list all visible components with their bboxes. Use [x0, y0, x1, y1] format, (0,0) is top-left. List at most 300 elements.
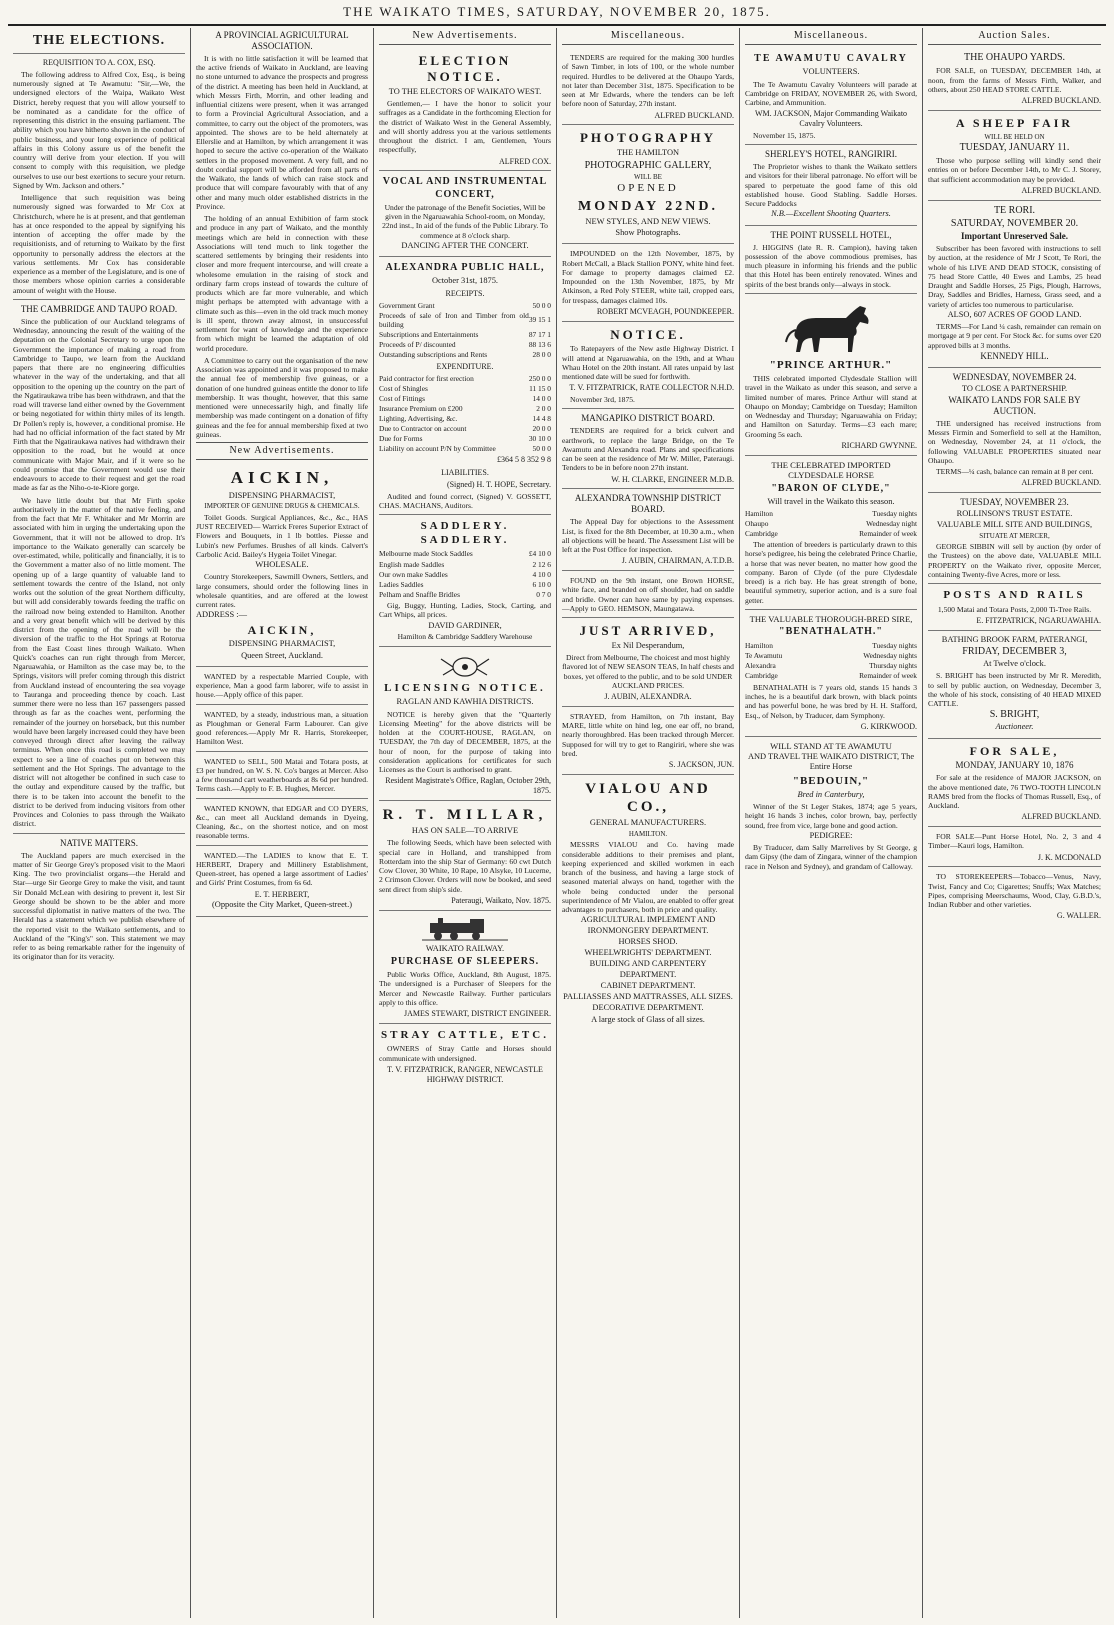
benat-title: THE VALUABLE THOROUGH-BRED SIRE, [749, 613, 913, 624]
expenditure-value: 14 0 0 [532, 393, 551, 403]
clyde-schedule-item: Ohaupo [745, 518, 769, 528]
liabilities-head: LIABILITIES. [441, 468, 489, 478]
native-text: The Auckland papers are much exercised in the matter of Sir George Grey's proposed visit to the Maori King. The two provincialist organs—the Herald and Star—urge Sir George Grey to make the visit, and taunt Sir Donald McLean with desiring to prevent it, lest Sir George should be shown to be the abler and more successful diplomatist in native matters of the two. The Herald has a statement which we publish elsewhere of the reported visit to the Waikato settlements, and to Auckland of the "King's" son. This statement we may refer to as being remarkable rather for the ingenuity of its originator than for its veracity. [13, 850, 185, 962]
russell-ad [745, 226, 917, 294]
shirley-title: SHERLEY'S HOTEL, RANGIRIRI. [764, 149, 898, 160]
clyde-ad [745, 456, 917, 610]
vialou-cabinet: CABINET DEPARTMENT. [600, 980, 696, 990]
clyde-schedule-row [745, 528, 917, 538]
millar-sign: Pateraugi, Waikato, Nov. 1875. [451, 895, 551, 905]
sleepers-sign: JAMES STEWART, DISTRICT ENGINEER. [404, 1009, 551, 1019]
licensing-title: LICENSING NOTICE. [384, 682, 546, 695]
receipts-table [379, 300, 551, 359]
just-arrived-ad [562, 618, 734, 707]
horse-icon [745, 300, 917, 356]
forsale-sign: ALFRED BUCKLAND. [1021, 812, 1101, 822]
vialou-wheel: WHEELWRIGHTS' DEPARTMENT. [584, 948, 712, 957]
road-title: THE CAMBRIDGE AND TAUPO ROAD. [20, 303, 178, 314]
store-text: TO STOREKEEPERS—Tobacco—Venus, Navy, Twist, Fancy and Co; Cigarettes; Snuffs; Wax Matches; Pipes, comprising Meerschaums, Wood, Clay, G.B.D.'s, Indian Rubber and other varieties. [928, 872, 1101, 910]
bedouin-title: WILL STAND AT TE AWAMUTU [770, 740, 892, 751]
road-text-2: We have little doubt but that Mr Firth spoke authoritatively in the matter of the native feeling, and from the fact that Mr F. Whitaker and Mr Morrin are associated with him in urging the undertaking upon the Government, that it will not be allowed to drop. It's importance to the Waikato generally can scarcely be over-estimated, while, politically and financially, it is to the Government a matter also of no little moment. The opening up of a large quantity of valuable land to settlement towards the centre of the Island, not only works out the solution of the great Northern difficulty, but will add considerably towards feeding the traffic on the railroad now being extended to Hamilton. Another and a very great benefit which will be derived by this district from the opening of the road will be the diversion of the traffic to the Hot Springs at Rotorua from the East Coast lines through Waikato. When Quick's coaches can run right through from Mercer, Ngaruawahia, or Hamilton as the case may be, to the Springs, visitors will prefer coming through this district from Auckland instead of encountering the sea voyage to Tauranga and proceeding thence by coach. Last summer there were no less than 167 passengers passed through as far as the coaches went, performing the remainder of the journey on horseback, but this number would have been largely increased could they have been conveyed through direct after leaving the railway terminus. When once this road is completed we may expect to see a line of coaches put on between this settlement and the Hot Springs. The advantage to the district will not altogether be confined in such case to the outlay and expenditure caused by the traffic, but there is to be taken into account the benefit to the district to be derived from inducing visitors from other Provinces and Colonies to pass through the Waikato district. [13, 495, 185, 829]
clyde-schedule-item: Hamilton [745, 508, 773, 518]
agri-text-3: A Committee to carry out the organisation of the new Association was appointed and it was proposed to make the annual fee of membership five guineas, or a donation of one hundred guineas entitle the donor to life membership. It was thought, however, that this same mentioned were unnecessarily high, and finally life membership was made contingent on a donation of fifty guineas and the fee for annual membership fixed at two guineas. [196, 355, 368, 439]
vialou-ad [562, 775, 734, 1030]
impounded-sign: ROBERT MCVEAGH, POUNDKEEPER. [596, 306, 734, 316]
aickin-ad [196, 463, 368, 666]
prince-sign: RICHARD GWYNNE. [841, 440, 917, 450]
found-ad [562, 571, 734, 618]
benat-sign: G. KIRKWOOD. [860, 721, 917, 731]
receipt-item: Outstanding subscriptions and Rents [379, 349, 488, 359]
sheep-text: Those who purpose selling will kindly send their entries on or before December 14th, to Mr C. J. Storey, that sufficient accommodation may be provided. [928, 156, 1101, 184]
licensing-text: NOTICE is hereby given that the "Quarterly Licensing Meeting" for the above districts will be holden at the COURT-HOUSE, RAGLAN, on TUESDAY, the 7th day of DECEMBER, 1875, at the hour of noon, for the purpose of taking into consideration applications for certificates for such Licenses as the Court is authorised to grant. [379, 709, 551, 775]
saddlery-value: 6 10 0 [532, 579, 551, 589]
bedouin-sub: AND TRAVEL THE WAIKATO DISTRICT, The Entire Horse [747, 752, 915, 772]
te-rori-ad [928, 201, 1101, 368]
wholesale-title: WHOLESALE. [255, 560, 309, 570]
expenditure-value: 50 0 0 [532, 443, 551, 453]
photo-ad [562, 125, 734, 244]
clyde-schedule [745, 508, 917, 538]
saddlery-item: Ladies Saddles [379, 579, 424, 589]
bedouin-bred: Bred in Canterbury, [797, 789, 865, 799]
agri-text-1: It is with no little satisfaction it will be learned that the active friends of Waikato in Auckland, are leaving no stone unturned to advance the prospects and progress of the district. A meeting has been held in Auckland, at which Messrs Firth, Morrin, and other leading and influential citizens were present, when it was arranged to form a Provincial Agricultural Association, and a committee, to carry out the object of the promoters, was appointed. The shows are to be held alternately at Ellerslie and at Hamilton, by which arrangement it was hoped to secure the active co-operation of the Waikato settlers in the proposed movement. A very full, and no doubt cordial support will be afforded from all parts of the Waikato, the lands of which can raise stock and produce that will compare favourably with that of any other and many much older established districts in the Province. [196, 53, 368, 211]
accounts-total: £364 5 8 352 9 8 [497, 455, 551, 465]
expenditure-item: Due to Contractor on account [379, 423, 467, 433]
alexandra-sign: J. AUBIN, CHAIRMAN, A.T.D.B. [621, 556, 734, 566]
wanted-text: WANTED by a respectable Married Couple, with experience, Man a good farm laborer, wife to assist in house.—Apply office of this paper. [196, 671, 368, 700]
expenditure-item: Paid contractor for first erection [379, 373, 474, 383]
wanted-ad-3 [196, 752, 368, 799]
just-sign: J. AUBIN, ALEXANDRA. [604, 692, 692, 702]
storekeepers-ad [928, 867, 1101, 925]
expenditure-value: 14 4 8 [532, 413, 551, 423]
aickin2-title: AICKIN, [247, 622, 317, 637]
expenditure-row [379, 403, 551, 413]
clyde-schedule-item: Cambridge [745, 528, 778, 538]
expenditure-row [379, 393, 551, 403]
clyde-text: The attention of breeders is particularly drawn to this horse's pedigree, his being the celebrated Prince Charlie, a horse that was never beaten, no matter how good the company. Baron of Clyde (of the pure Clydesdale breed) is a rich bay. He has great strength of bone, beautiful symmetry, superior action, and is a sure foal getter. [745, 540, 917, 605]
cavalry-text: The Te Awamutu Cavalry Volunteers will parade at Cambridge on FRIDAY, NOVEMBER 26, with Sword, Carbine, and Ammunition. [745, 79, 917, 108]
expenditure-value: 30 10 0 [528, 433, 551, 443]
benat-schedule-row [745, 671, 917, 681]
divider [13, 833, 185, 834]
election-to: TO THE ELECTORS OF WAIKATO WEST. [388, 86, 542, 96]
column-3 [374, 28, 557, 1618]
expenditure-item: Liability on account P/N by Committee [379, 443, 496, 453]
bathing-brook-ad [928, 631, 1101, 739]
shirley-text: The Proprietor wishes to thank the Waikato settlers and visitors for their liberal patronage. No effort will be spared to perpetuate the good fame of this old established house. Good Stabling. Saddle Horses. Secure Paddocks [745, 162, 917, 209]
clyde-schedule-value: Tuesday nights [872, 508, 917, 518]
waikato-lands-text: THE undersigned has received instructions from Messrs Firmin and Somerfield to sell at the Hamilton, on Wednesday, November 24, at 11 o'clock, the following VALUABLE PROPERTIES situated near Ohaupo. [928, 418, 1101, 465]
bedouin-ped-text: By Traducer, dam Sally Marrelives by St George, g dam Gipsy (the dam of Zingara, winner of the champion race in Nelson and Sydney), and grandam of Calloway. [745, 843, 917, 871]
sheep-title: A SHEEP FAIR [955, 115, 1074, 130]
russell-title: THE POINT RUSSELL HOTEL, [770, 229, 892, 240]
benat-schedule-item: Te Awamutu [745, 651, 783, 661]
requisition-title: REQUISITION TO A. COX, ESQ. [42, 58, 156, 68]
bedouin-pedigree: PEDIGREE: [809, 830, 853, 840]
gardiner-sub: Hamilton & Cambridge Saddlery Warehouse [397, 631, 533, 641]
waikato-lands-sign: ALFRED BUCKLAND. [1021, 478, 1101, 488]
misc-head: Miscellaneous. [562, 28, 734, 45]
benat-schedule-item: Hamilton [745, 641, 773, 651]
benat-text: BENATHALATH is 7 years old, stands 15 hands 3 inches, he is a beautiful dark brown, with black points and has powerful bone, he was bred by H. H. Stafford, Esq., of Nelson, by Traducer, dam Symphony. [745, 682, 917, 720]
receipt-item: Subscriptions and Entertainments [379, 329, 479, 339]
vialou-title: VIALOU AND CO., [585, 780, 711, 816]
stray-sign: T. V. FITZPATRICK, RANGER, NEWCASTLE HIGHWAY DISTRICT. [387, 1064, 543, 1084]
mill-text: GEORGE SIBBIN will sell by auction (by order of the Trustees) on the above date, VALUABLE MILL PROPERTY on the Waikato river, opposite Mercer, containing Twenty-five Acres, more or less. [928, 542, 1101, 579]
millar-text: The following Seeds, which have been selected with special care in Holland, and transhipped from Rotterdam into the ship Star of Germany: 60 cwt Dutch Cow Clover, 30 White, 10 Rape, 10 Alsyke, 10 Lucerne, 2 Crimson Clover. Orders will now be booked, and seed sent direct from ship's side. [379, 838, 551, 894]
agri-title: A PROVINCIAL AGRICULTURAL ASSOCIATION. [215, 30, 349, 51]
divider [13, 53, 185, 54]
sheep-sub: WILL BE HELD ON [984, 132, 1045, 141]
mangapiko-sign: W. H. CLARKE, ENGINEER M.D.B. [611, 474, 734, 484]
impounded-ad [562, 244, 734, 321]
clyde-title: THE CELEBRATED IMPORTED CLYDESDALE HORSE [771, 459, 891, 481]
store-sign: G. WALLER. [1056, 911, 1101, 921]
wanted-text: WANTED to SELL, 500 Matai and Totara posts, at £3 per hundred, on W. S. N. Co's barges at Mercer. Also a few thousand cart weatherboards at 8s 6d per hundred. Terms cash.—Apply to F. B. Hughes, Mercer. [196, 756, 368, 794]
wanted-ad-2 [196, 705, 368, 752]
expenditure-item: Due for Forms [379, 433, 423, 443]
partnership: TO CLOSE A PARTNERSHIP. [961, 383, 1068, 393]
waikato-lands-title: WAIKATO LANDS FOR SALE BY AUCTION. [948, 395, 1081, 416]
column-6 [923, 28, 1106, 1618]
twelve: At Twelve o'clock. [983, 659, 1046, 669]
concert-title: VOCAL AND INSTRUMENTAL CONCERT, [382, 176, 548, 200]
saddlery-item: Pelham and Snaffle Bridles [379, 589, 460, 599]
vialou-decorative: DECORATIVE DEPARTMENT. [592, 1003, 704, 1013]
ohaupo-sign: ALFRED BUCKLAND. [1021, 96, 1101, 106]
tekori-text: Subscriber has been favored with instructions to sell by auction, at the residence of Mr J Scott, Te Rori, the whole of his LIVE AND DEAD STOCK, consisting of 75 head Store Cattle, 40 Ewes and Lambs, 25 head Draught and Saddle Horses, 25 Pigs, Plough, Harrows, Dray, Saddles and Bridles, Harness, Grass seed, and a variety of articles too numerous to particularise. [928, 244, 1101, 309]
election-sign: ALFRED COX. [498, 156, 551, 166]
prince-text: THIS celebrated imported Clydesdale Stallion will travel in the Waikato as under this season, and serve a limited number of mares. Prince Arthur will stand at Ohaupo on Monday; Cambridge on Tuesday; Hamilton on Wednesday and Thursday; Ngaruawahia on Friday; and Hamilton on Saturday. Terms—£3 each mare; Grooming 5s each. [745, 374, 917, 439]
alexandra-ad [562, 489, 734, 571]
photo-styles: NEW STYLES, AND NEW VIEWS. [585, 216, 711, 226]
tekori-date: SATURDAY, NOVEMBER 20. [950, 217, 1079, 229]
photo-gallery: PHOTOGRAPHIC GALLERY, [584, 159, 712, 171]
vialou-text: MESSRS VIALOU and Co. having made considerable additions to their premises and plant, keeping experienced and skilled workmen in each branch of the business, and having a large stock of seasoned material always on hand, together with the whole being conducted under the personal superintendence of Mr Vialou, are enabled to offer great advantages to purchasers, both in price and quality. [562, 840, 734, 914]
vialou-agri: AGRICULTURAL IMPLEMENT AND IRONMONGERY DEPARTMENT. [580, 915, 716, 935]
newspaper-page [8, 28, 1106, 1618]
vialou-sub: GENERAL MANUFACTURERS. [589, 818, 707, 828]
punt-ad [928, 827, 1101, 867]
shirley-ad [745, 145, 917, 225]
photo-will: WILL BE [634, 172, 662, 181]
clyde-schedule-row [745, 508, 917, 518]
benathalath-ad [745, 610, 917, 737]
masthead: THE WAIKATO TIMES, SATURDAY, NOVEMBER 20, 1875. [8, 0, 1106, 26]
ohaupo-text: FOR SALE, on TUESDAY, DECEMBER 14th, at noon, from the farms of Messrs Firth, Walker, and others, about 250 HEAD STORE CATTLE. [928, 66, 1101, 94]
expenditure-row [379, 413, 551, 423]
locomotive-icon [379, 917, 551, 941]
wanted-text: WANTED KNOWN, that EDGAR and CO DYERS, &c., can meet all Auckland demands in Dyeing, Cleaning, &c., on the shortest notice, and on most reasonable terms. [196, 803, 368, 841]
saddlery-value: 2 12 6 [532, 559, 551, 569]
mangapiko-ad [562, 409, 734, 489]
saddlery-row [379, 569, 551, 579]
expenditure-item: Lighting, Advertising, &c. [379, 413, 458, 423]
aickin-sub: DISPENSING PHARMACIST, [228, 491, 336, 501]
strayed-text: STRAYED, from Hamilton, on 7th instant, Bay MARE, little white on hind leg, one ear off, no brand, nearly thoroughbred. Has been tracked through Mercer. Supposed for will try to get to Rangiriri, where she was bred. [562, 711, 734, 758]
forsale-ad [928, 739, 1101, 827]
election-text: Gentlemen,— I have the honor to solicit your suffrages as a Candidate in the forthcoming Election for the district of Waikato West in the General Assembly, and will shortly address you at the various settlements throughout the district. I am, Gentlemen, Yours respectfully, [379, 99, 551, 155]
saddlery-value: £4 10 0 [528, 549, 551, 559]
cavalry-sign: WM. JACKSON, Major Commanding Waikato Cavalry Volunteers. [754, 109, 908, 129]
punt-text: FOR SALE—Punt Horse Hotel, No. 2, 3 and 4 Timber—Kauri logs, Hamilton. [928, 832, 1101, 851]
benat-schedule-value: Wednesday nights [863, 651, 917, 661]
mill-ad [928, 493, 1101, 584]
wanted-ad-1 [196, 667, 368, 705]
licensing-sub: RAGLAN AND KAWHIA DISTRICTS. [396, 697, 534, 707]
column-1 [8, 28, 191, 1618]
requisition-text-2: Intelligence that such requisition was being numerously signed was forwarded to Mr Cox at Christchurch, where he is at present, and that gentleman has at once responded to the appeal by signifying his intention of accepting the offer made by the requisitionists, and of returning to Waikato by the first opportunity to personally address the electors at the various settlements. Mr Cox has considerable experience as a member of the Legislature, and is one of those members whose opinion carries a considerable amount of weight with the House. [13, 193, 185, 295]
just-sub: Ex Nil Desperandum, [611, 640, 685, 650]
saddlery-row [379, 579, 551, 589]
bright-name: S. BRIGHT, [989, 709, 1040, 721]
licensing-ad [379, 647, 551, 801]
expenditure-row [379, 383, 551, 393]
cavalry-ad [745, 48, 917, 145]
expenditure-row [379, 373, 551, 383]
photo-title: PHOTOGRAPHY [579, 130, 717, 146]
millar-title: R. T. MILLAR, [382, 806, 548, 823]
stray-text: OWNERS of Stray Cattle and Horses should communicate with undersigned. [379, 1044, 551, 1063]
elections-title: THE ELECTIONS. [32, 33, 166, 48]
ohaupo-title: THE OHAUPO YARDS. [963, 52, 1066, 64]
aickin2-addr: Queen Street, Auckland. [241, 650, 323, 660]
cavalry-date: November 15, 1875. [753, 130, 816, 140]
railway-ad [379, 911, 551, 1024]
notice-date: November 3rd, 1875. [570, 395, 635, 405]
new-ads-head: New Advertisements. [379, 28, 551, 45]
saddlery-ad [379, 515, 551, 647]
concert-dance: DANCING AFTER THE CONCERT. [401, 240, 529, 250]
millar-sub: HAS ON SALE—TO ARRIVE [411, 826, 519, 836]
benat-schedule-value: Tuesday nights [872, 641, 917, 651]
posts-sign: E. FITZPATRICK, NGARUAWAHIA. [976, 615, 1101, 625]
saddlery-item: Our own make Saddles [379, 569, 448, 579]
concert-text: Under the patronage of the Benefit Societies, Will be given in the Ngaruawahia School-room, on Monday, 22nd inst., In aid of the funds of the Public Library. To commence at 8 o'clock sharp. [382, 202, 548, 240]
saddlery-table [379, 549, 551, 599]
benat-schedule-item: Alexandra [745, 661, 776, 671]
posts-title: POSTS AND RAILS [943, 589, 1086, 602]
divider [13, 299, 185, 300]
expenditure-head: EXPENDITURE. [436, 362, 494, 372]
notice-title: NOTICE. [610, 326, 686, 342]
receipt-value: 28 0 0 [532, 349, 551, 359]
tekori-also: ALSO, 607 ACRES OF GOOD LAND. [947, 309, 1082, 319]
clyde-name: "BARON OF CLYDE," [771, 482, 891, 494]
accounts-sign: (Signed) H. T. HOPE, Secretary. [446, 479, 551, 489]
expenditure-value: 11 15 0 [529, 383, 551, 393]
notice-ad [562, 322, 734, 410]
benat-schedule-row [745, 641, 917, 651]
gardiner-name: DAVID GARDINER, [428, 620, 502, 630]
receipt-item: Proceeds of P/ discounted [379, 339, 456, 349]
saddlery-row [379, 559, 551, 569]
aickin-text: Toilet Goods. Surgical Appliances, &c., &c., HAS JUST RECEIVED— Warrick Freres Superior Extract of Flowers and Bouquets, in 1 lb bottles. Piesse and Lubin's new Perfumes. Brushes of all kinds. Calvert's Carbolic Acid. Bailey's Hygeia Toilet Vinegar. [196, 512, 368, 559]
misc-head: Miscellaneous. [745, 28, 917, 45]
alexandra-title: ALEXANDRA TOWNSHIP DISTRICT BOARD. [574, 493, 722, 515]
herbert-addr: (Opposite the City Market, Queen-street.) [211, 900, 352, 910]
forty-text: S. BRIGHT has been instructed by Mr R. Meredith, to sell by public auction, on Wednesday, December 3, the whole of his stock, consisting of 40 HEAD MIXED CATTLE. [928, 671, 1101, 709]
crest-icon [379, 653, 551, 679]
clyde-schedule-value: Wednesday night [866, 518, 917, 528]
receipt-row [379, 339, 551, 349]
saddlery-row [379, 589, 551, 599]
rollinson: ROLLINSON'S TRUST ESTATE. [956, 509, 1073, 519]
vialou-glass: A large stock of Glass of all sizes. [591, 1014, 705, 1024]
expenditure-row [379, 433, 551, 443]
receipts-head: RECEIPTS. [445, 289, 485, 299]
sleepers-text: Public Works Office, Auckland, 8th August, 1875. The undersigned is a Purchaser of Sleepers for the Mercer and Newcastle Railway. Further particulars apply to this office. [379, 970, 551, 1007]
receipt-value: 50 0 0 [532, 300, 551, 310]
sheep-date: TUESDAY, JANUARY 11. [959, 142, 1070, 154]
tekori-title: TE RORI. [993, 204, 1036, 216]
prince-title: "PRINCE ARTHUR." [769, 358, 893, 371]
sheep-sign: ALFRED BUCKLAND. [1021, 185, 1101, 195]
alexandra-text: The Appeal Day for objections to the Assessment List, is fixed for the 8th December, at 10.30 a.m., when all objections will be heard. The Assessment List will be left at the Post Office for inspection. [562, 517, 734, 555]
aickin-sub2: IMPORTER OF GENUINE DRUGS & CHEMICALS. [204, 502, 360, 511]
benat-schedule-value: Thursday nights [869, 661, 917, 671]
wanted-text: WANTED, by a steady, industrious man, a situation as Ploughman or General Farm Labourer. Can give good references.—Apply Mr R. Harris, Storekeeper, Hamilton West. [196, 709, 368, 747]
bathing-title: BATHING BROOK FARM, PATERANGI, [941, 634, 1088, 644]
expenditure-value: 2 0 0 [536, 403, 551, 413]
tenders-text: TENDERS are required for the making 300 hurdles of Sawn Timber, in lots of 100, or the whole number required. Hurdles to be delivered at the Ohaupo Yards, not later than December 31st, 1875. Specification to be seen at Mr Edwards, where the tenders can be left before noon of Saturday, 27th instant. [562, 53, 734, 109]
strayed-sign: S. JACKSON, JUN. [668, 760, 734, 770]
aickin2-sub: DISPENSING PHARMACIST, [228, 639, 336, 649]
auction-head: Auction Sales. [928, 28, 1101, 45]
benat-schedule-value: Remainder of week [859, 671, 917, 681]
receipt-row [379, 310, 551, 329]
aickin-title: AICKIN, [230, 468, 334, 488]
stray-ad [379, 1024, 551, 1088]
receipt-row [379, 349, 551, 359]
tenders-ad [562, 48, 734, 125]
wanted-ad-5 [196, 846, 368, 917]
impounded-text: IMPOUNDED on the 12th November, 1875, by Robert McCall, a Black Stallion PONY, white hind feet. For damage to property damages claimed £2. Impounded on the 13th November, 1875, by Mr Atkinson, a Red Poly STEER, white tail, cropped ears, for trespass, damages claimed 10s. [562, 249, 734, 305]
russell-text: J. HIGGINS (late R. R. Campion), having taken possession of the above commodious premises, has much pleasure in informing his friends and the public that this Hotel has been entirely renovated. Wines and spirits of the best brands only—always in stock. [745, 242, 917, 289]
clyde-schedule-value: Remainder of week [859, 528, 917, 538]
wholesale-text: Country Storekeepers, Sawmill Owners, Settlers, and large consumers, should order the following lines in wholesale quantities, and are offered at the lowest current rates. [196, 572, 368, 610]
bedouin-ad [745, 737, 917, 875]
cavalry-sub: VOLUNTEERS. [802, 67, 860, 77]
hall-title: ALEXANDRA PUBLIC HALL, [385, 262, 545, 274]
wed-date: WEDNESDAY, NOVEMBER 24. [952, 371, 1077, 382]
strayed-ad [562, 707, 734, 775]
expenditure-table [379, 373, 551, 453]
expenditure-value: 20 0 0 [532, 423, 551, 433]
expenditure-row [379, 443, 551, 453]
stray-title: STRAY CATTLE, ETC. [381, 1028, 549, 1041]
notice-sign: T. V. FITZPATRICK, RATE COLLECTOR N.H.D. [569, 383, 734, 393]
mangapiko-title: MANGAPIKO DISTRICT BOARD. [581, 413, 715, 424]
saddlery-title: SADDLERY. SADDLERY. [420, 520, 510, 546]
expenditure-item: Insurance Premium on £200 [379, 403, 463, 413]
concert-ad [379, 171, 551, 257]
sheep-fair-ad [928, 111, 1101, 201]
forsale-title: FOR SALE, [969, 743, 1060, 758]
saddlery-value: 0 7 0 [536, 589, 551, 599]
hall-accounts [379, 257, 551, 515]
wanted-text: WANTED.—The LADIES to know that E. T. HERBERT, Drapery and Millinery Establishment, Queen-street, has opened a large assortment of Ladies' and Girls' Print Costumes, from 6s 6d. [196, 850, 368, 888]
forsale-text: For sale at the residence of MAJOR JACKSON, on the above mentioned date, 76 TWO-TOOTH LINCOLN RAMS bred from the flocks of Thomas Russell, Esq., of Auckland. [928, 773, 1101, 811]
benat-schedule [745, 641, 917, 681]
punt-sign: J. K. MCDONALD [1037, 852, 1101, 862]
tenders-sign: ALFRED BUCKLAND. [654, 110, 734, 120]
railway-title: WAIKATO RAILWAY. [425, 943, 505, 953]
receipt-value: 39 15 1 [528, 315, 551, 325]
friday-date: FRIDAY, DECEMBER 3, [962, 645, 1067, 657]
kennedy-name: KENNEDY HILL. [980, 350, 1049, 361]
receipt-row [379, 300, 551, 310]
audit-text: Audited and found correct, (Signed) V. GOSSETT, CHAS. MACHANS, Auditors. [379, 491, 551, 510]
new-ads-head: New Advertisements. [196, 442, 368, 460]
saddlery-value: 4 10 0 [532, 569, 551, 579]
waikato-lands-ad [928, 368, 1101, 493]
ohaupo-ad [928, 48, 1101, 111]
just-title: JUST ARRIVED, [579, 623, 717, 639]
herbert-sign: E. T. HERBERT, [254, 889, 310, 899]
photo-date: MONDAY 22ND. [578, 198, 718, 214]
notice-text: To Ratepayers of the New astle Highway District. I will attend at Ngaruawahia, on the 19th, and at Whau Whau Hotel on the 20th instant. All rates unpaid by last mentioned date will be sued for forthwith. [562, 344, 734, 382]
column-4 [557, 28, 740, 1618]
saddlery-text: Gig, Buggy, Hunting, Ladies, Stock, Carting, and Cart Whips, all prices. [379, 601, 551, 620]
millar-ad [379, 801, 551, 911]
sleepers-title: PURCHASE OF SLEEPERS. [390, 955, 540, 967]
address-label: ADDRESS :— [196, 610, 247, 620]
election-title: ELECTION NOTICE. [418, 53, 512, 85]
benat-schedule-item: Cambridge [745, 671, 778, 681]
native-title: NATIVE MATTERS. [60, 837, 138, 848]
receipt-value: 87 17 1 [528, 329, 551, 339]
saddlery-item: Melbourne made Stock Saddles [379, 549, 473, 559]
photo-sub: THE HAMILTON [616, 148, 680, 158]
mill-sub: SITUATE AT MERCER, [979, 531, 1050, 540]
election-notice-ad [379, 48, 551, 171]
prince-arthur-ad [745, 294, 917, 456]
mangapiko-text: TENDERS are required for a brick culvert and earthwork, to replace the large Bridge, on the Te Awamutu and Alexandra road. Plans and specifications can be seen at the residence of Mr W. Miller, Pateraugi. Tenders to be in before noon 27th instant. [562, 426, 734, 473]
just-text: Direct from Melbourne, The choicest and most highly flavored lot of NEW SEASON TEAS, In half chests and boxes, yet offered to the public, and to be sold UNDER AUCKLAND PRICES. [562, 653, 734, 690]
expenditure-row [379, 423, 551, 433]
road-text: Since the publication of our Auckland telegrams of Wednesday, announcing the result of the waiting of the deputation on the Colonial Secretary to urge upon the Government the importance of making a road from Cambridge to Taupo, we learn from the Auckland papers that there are no engineering difficulties whatever in the way of the undertaking, and that all opposition to the opening up the country on the part of the Ngatiraukawa tribe has been withdrawn, and that the road will traverse land either owned by the Government or being negotiated for within thirty miles of its length. Dr Pollen's reply is, however, a conditional promise. He had had no official information of the fact stated by Mr Firth that the Ngatiraukawa natives had withdrawn their opposition to the road, but he would at once communicate with Major Mair, and if it were so he could promise that the Government would use their endeavours to accede to their request and get the road made as far as the Niho-o-te-Kiore gorge. [13, 316, 185, 493]
clyde-schedule-row [745, 518, 917, 528]
licensing-sign: Resident Magistrate's Office, Raglan, October 29th, 1875. [385, 776, 551, 796]
clyde-sub: Will travel in the Waikato this season. [767, 496, 895, 506]
expenditure-item: Cost of Shingles [379, 383, 428, 393]
vialou-horse: HORSES SHOD. [618, 936, 678, 946]
vialou-building: BUILDING AND CARPENTERY DEPARTMENT. [589, 959, 707, 979]
cavalry-title: TE AWAMUTU CAVALRY [754, 53, 908, 65]
expenditure-item: Cost of Fittings [379, 393, 425, 403]
mill-title: VALUABLE MILL SITE AND BUILDINGS, [936, 520, 1093, 530]
photo-show: Show Photographs. [615, 228, 681, 237]
bedouin-text: Winner of the St Leger Stakes, 1874; age 5 years, height 16 hands 3 inches, color brown, bay, perfectly sound, free from vice, large bone and good action. [745, 802, 917, 830]
saddlery-item: English made Saddles [379, 559, 445, 569]
waikato-lands-terms: TERMS—¼ cash, balance can remain at 8 per cent. [936, 467, 1094, 477]
requisition-text: The following address to Alfred Cox, Esq., is being numerously signed at Te Awamutu: "Sir,—We, the undersigned electors of the Waipa, Waikato West District, hereby request that you will allow yourself to be nominated as a candidate for the office of representing this district in the ensuing parliament. The ability which you have hitherto shown in the conduct of public business, and your long experience of political affairs in this Colony assure us of the benefit the country will derive from your election. If you will consent to comply with this requisition, we pledge ourselves to use our best exertions to secure your return. Signed by Wm. Jackson and others." [13, 69, 185, 190]
shirley-nb: N.B.—Excellent Shooting Quarters. [771, 209, 891, 219]
posts-text: 1,500 Matai and Totara Posts, 2,000 Ti-Tree Rails. [937, 604, 1092, 614]
column-2 [191, 28, 374, 1618]
receipt-value: 88 13 6 [528, 339, 551, 349]
tekori-sub: Important Unreserved Sale. [960, 231, 1069, 242]
bedouin-name: "BEDOUIN," [792, 774, 870, 787]
posts-ad [928, 584, 1101, 630]
expenditure-value: 250 0 0 [528, 373, 551, 383]
hall-date: October 31st, 1875. [431, 276, 499, 286]
receipt-row [379, 329, 551, 339]
tekori-terms: TERMS—For Land ¼ cash, remainder can remain on mortgage at 9 per cent. For Stock &c. for sums over £20 approved bills at 3 months. [928, 322, 1101, 350]
